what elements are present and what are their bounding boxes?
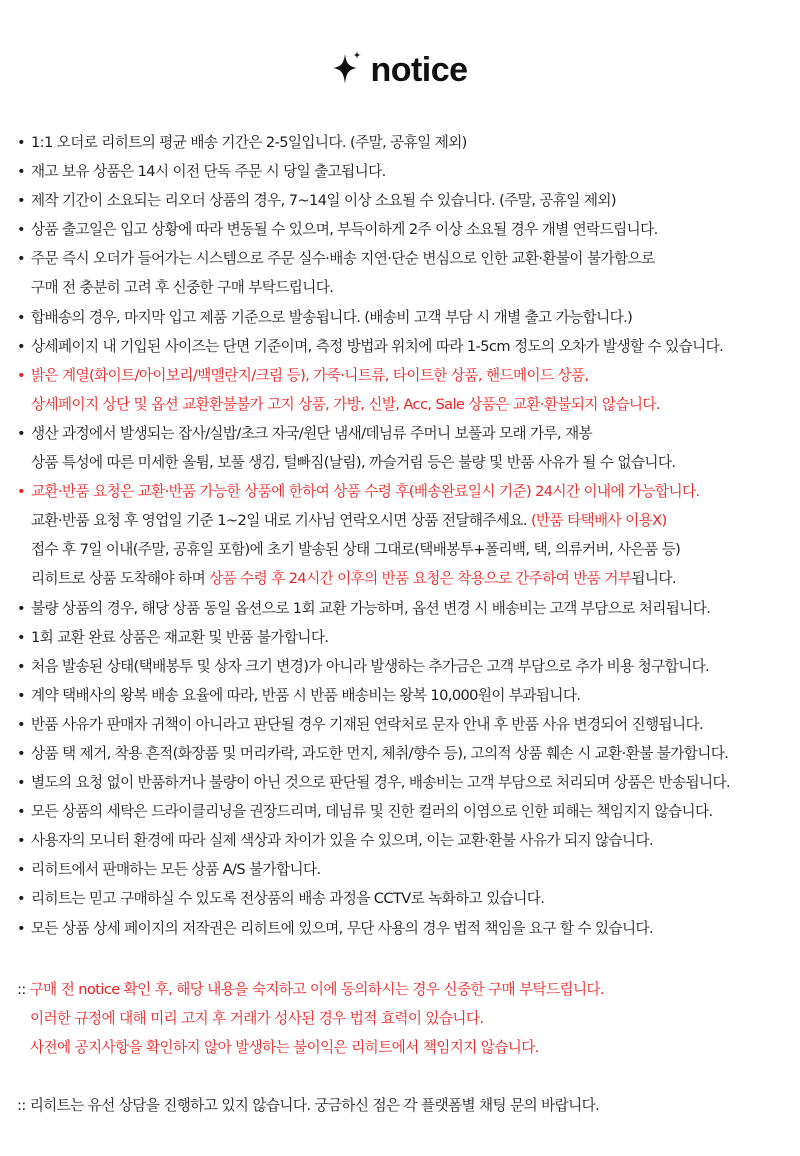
notice-text: 리히트로 상품 도착해야 하며 <box>31 570 210 588</box>
notice-text: 별도의 요청 없이 반품하거나 불량이 아닌 것으로 판단될 경우, 배송비는 고객 부담으로 처리되며 상품은 반송됩니다. <box>31 774 731 792</box>
bullet-icon: • <box>17 424 26 442</box>
notice-item <box>17 157 797 186</box>
notice-item-continuation <box>17 535 797 564</box>
bullet-icon: • <box>17 919 26 937</box>
purchase-warning <box>17 975 797 1062</box>
notice-text: 합배송의 경우, 마지막 입고 제품 기준으로 발송됩니다. (배송비 고객 부담 시 개별 출고 가능합니다.) <box>31 308 633 326</box>
notice-text: 상품 특성에 따른 미세한 올튐, 보풀 생김, 털빠짐(날림), 까슬거림 등은 불량 및 반품 사유가 될 수 없습니다. <box>31 454 676 472</box>
notice-item <box>17 303 797 332</box>
title-text: notice <box>370 50 468 89</box>
notice-text: 교환·반품 요청 후 영업일 기준 1~2일 내로 기사님 연락오시면 상품 전달해주세요. <box>31 512 531 530</box>
notice-item-continuation <box>17 273 797 302</box>
notice-text: 구매 전 충분히 고려 후 신중한 구매 부탁드립니다. <box>31 279 334 297</box>
bullet-icon: • <box>17 657 26 675</box>
bullet-icon: • <box>17 628 26 646</box>
bullet-icon: • <box>17 366 26 384</box>
bullet-icon: • <box>17 803 26 821</box>
notice-text: 생산 과정에서 발생되는 잡사/실밥/초크 자국/원단 냄새/데님류 주머니 보풀과 모래 가루, 재봉 <box>31 424 593 442</box>
notice-text: 됩니다. <box>631 570 676 588</box>
notice-item <box>17 361 797 390</box>
notice-text: 상품 택 제거, 착용 흔적(화장품 및 머리카락, 과도한 먼지, 체취/향수 등), 고의적 상품 훼손 시 교환·환불 불가합니다. <box>31 744 729 762</box>
highlight-text: 상세페이지 상단 및 옵션 교환환불불가 고지 상품, 가방, 신발, Acc, Sale 상품은 교환·환불되지 않습니다. <box>31 395 660 413</box>
highlight-text: 밝은 계열(화이트/아이보리/백멜란지/크림 등), 가죽·니트류, 타이트한 상품, 핸드메이드 상품, <box>31 366 589 384</box>
notice-text: 제작 기간이 소요되는 리오더 상품의 경우, 7~14일 이상 소요될 수 있습니다. (주말, 공휴일 제외) <box>31 192 616 210</box>
bullet-icon: • <box>17 192 26 210</box>
notice-item-continuation <box>17 390 797 419</box>
highlight-text: 교환·반품 요청은 교환·반품 가능한 상품에 한하여 상품 수령 후(배송완료일시 기준) 24시간 이내에 가능합니다. <box>31 483 700 501</box>
bullet-icon: • <box>17 715 26 733</box>
highlight-text: 상품 수령 후 24시간 이후의 반품 요청은 착용으로 간주하여 반품 거부 <box>209 570 632 588</box>
notice-item-continuation <box>17 448 797 477</box>
warning-line <box>17 975 797 1004</box>
notice-item <box>17 797 797 826</box>
notice-text: 사용자의 모니터 환경에 따라 실제 색상과 차이가 있을 수 있으며, 이는 교환·환불 사유가 되지 않습니다. <box>31 832 654 850</box>
bullet-icon: • <box>17 744 26 762</box>
footer-prefix: :: <box>17 1097 26 1114</box>
notice-text: 재고 보유 상품은 14시 이전 단독 주문 시 당일 출고됩니다. <box>31 163 386 181</box>
notice-text: 모든 상품 상세 페이지의 저작권은 리히트에 있으며, 무단 사용의 경우 법적 책임을 요구 할 수 있습니다. <box>31 919 654 937</box>
notice-text: 불량 상품의 경우, 해당 상품 동일 옵션으로 1회 교환 가능하며, 옵션 변경 시 배송비는 고객 부담으로 처리됩니다. <box>31 599 711 617</box>
notice-item <box>17 768 797 797</box>
notice-item <box>17 652 797 681</box>
page-title <box>0 48 800 92</box>
notice-list <box>17 128 797 943</box>
bullet-icon: • <box>17 861 26 879</box>
bullet-icon: • <box>17 134 26 151</box>
notice-item <box>17 710 797 739</box>
notice-item <box>17 594 797 623</box>
notice-item <box>17 884 797 913</box>
notice-text: 계약 택배사의 왕복 배송 요율에 따라, 반품 시 반품 배송비는 왕복 10,000원이 부과됩니다. <box>31 686 581 704</box>
bullet-icon: • <box>17 890 26 908</box>
notice-item <box>17 186 797 215</box>
bullet-icon: • <box>17 483 26 501</box>
bullet-icon: • <box>17 686 26 704</box>
footer-prefix: :: <box>17 981 26 998</box>
notice-text: 처음 발송된 상태(택배봉투 및 상자 크기 변경)가 아니라 발생하는 추가금은 고객 부담으로 추가 비용 청구합니다. <box>31 657 710 675</box>
notice-text: 모든 상품의 세탁은 드라이클리닝을 권장드리며, 데님류 및 진한 컬러의 이염으로 인한 피해는 책임지지 않습니다. <box>31 803 713 821</box>
notice-item <box>17 128 797 157</box>
notice-text: 주문 즉시 오더가 들어가는 시스템으로 주문 실수·배송 지연·단순 변심으로 인한 교환·환불이 불가함으로 <box>31 250 655 268</box>
notice-text: 반품 사유가 판매자 귀책이 아니라고 판단될 경우 기재된 연락처로 문자 안내 후 반품 사유 변경되어 진행됩니다. <box>31 715 704 733</box>
notice-item <box>17 855 797 884</box>
notice-text: 상품 출고일은 입고 상황에 따라 변동될 수 있으며, 부득이하게 2주 이상 소요될 경우 개별 연락드립니다. <box>31 221 658 239</box>
bullet-icon: • <box>17 250 26 268</box>
bullet-icon: • <box>17 221 26 239</box>
notice-text: 상세페이지 내 기입된 사이즈는 단면 기준이며, 측정 방법과 위치에 따라 1-5cm 정도의 오차가 발생할 수 있습니다. <box>31 337 724 355</box>
notice-item <box>17 739 797 768</box>
bullet-icon: • <box>17 774 26 792</box>
contact-notice <box>17 1091 797 1120</box>
sparkle-icon <box>332 48 366 92</box>
notice-item <box>17 826 797 855</box>
notice-item <box>17 244 797 273</box>
notice-text: 리히트에서 판매하는 모든 상품 A/S 불가합니다. <box>31 861 321 879</box>
notice-item <box>17 477 797 506</box>
notice-item-continuation <box>17 564 797 593</box>
warning-line: 이러한 규정에 대해 미리 고지 후 거래가 성사된 경우 법적 효력이 있습니다. <box>30 1010 484 1028</box>
notice-item <box>17 215 797 244</box>
notice-text: 리히트는 믿고 구매하실 수 있도록 전상품의 배송 과정을 CCTV로 녹화하고 있습니다. <box>31 890 545 908</box>
highlight-text: (반품 타택배사 이용X) <box>530 512 667 530</box>
notice-text: 1:1 오더로 리히트의 평균 배송 기간은 2-5일입니다. (주말, 공휴일 제외) <box>31 134 467 151</box>
warning-text: 구매 전 notice 확인 후, 해당 내용을 숙지하고 이에 동의하시는 경우 신중한 구매 부탁드립니다. <box>29 981 605 998</box>
notice-item <box>17 681 797 710</box>
bullet-icon: • <box>17 832 26 850</box>
contact-line <box>17 1091 797 1120</box>
notice-text: 1회 교환 완료 상품은 재교환 및 반품 불가합니다. <box>31 628 329 646</box>
notice-item-continuation <box>17 506 797 535</box>
notice-item <box>17 914 797 943</box>
warning-line: 사전에 공지사항을 확인하지 않아 발생하는 불이익은 리히트에서 책임지지 않습니다. <box>30 1039 539 1057</box>
notice-item <box>17 332 797 361</box>
notice-item <box>17 623 797 652</box>
bullet-icon: • <box>17 337 26 355</box>
bullet-icon: • <box>17 163 26 181</box>
contact-text: 리히트는 유선 상담을 진행하고 있지 않습니다. 궁금하신 점은 각 플랫폼별 채팅 문의 바랍니다. <box>29 1097 600 1114</box>
bullet-icon: • <box>17 308 26 326</box>
notice-text: 접수 후 7일 이내(주말, 공휴일 포함)에 초기 발송된 상태 그대로(택배봉투+폴리백, 택, 의류커버, 사은품 등) <box>31 541 681 559</box>
bullet-icon: • <box>17 599 26 617</box>
notice-item <box>17 419 797 448</box>
